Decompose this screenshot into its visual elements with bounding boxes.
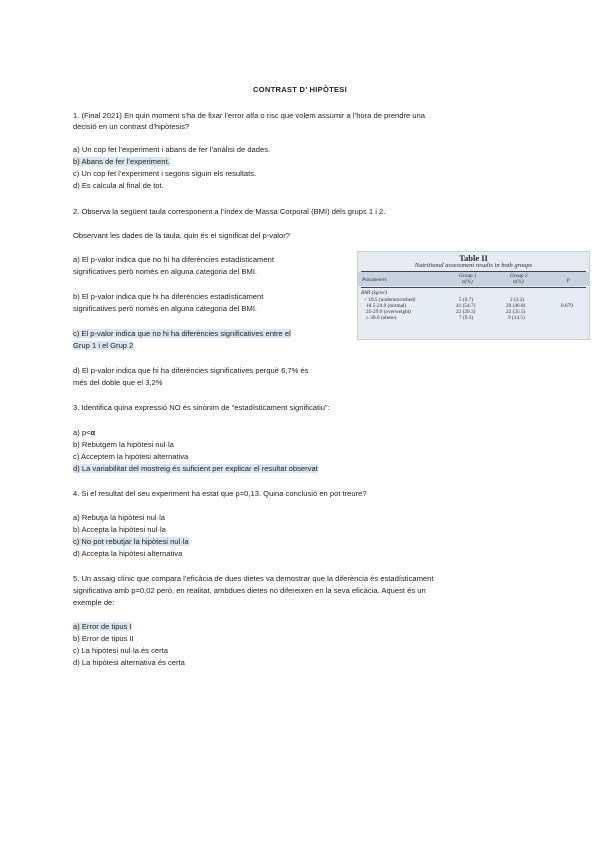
table-header-group2: Group 2 [510,273,528,279]
table-header-group2-unit: n(%) [513,279,524,285]
table-row-g1: 7 (9.3) [459,315,474,321]
q1-option-a: a) Un cop fet l’experiment i abans de fer l’anàlisi de dades. [73,145,271,154]
q5-option-d: d) La hipòtesi alternativa és certa [73,658,185,667]
table-row-label: ≥ 30.0 (obese) [366,315,397,321]
q5-option-a-highlighted: a) Error de tipus I [73,622,132,631]
table-header-parameters: Parameters [362,277,387,283]
table-row-label: < 18.5 (undernourished) [364,297,416,303]
q3-option-a-prefix: a) p< [73,428,91,437]
table-row-label: 18.5-24.9 (normal) [366,303,407,309]
table-bmi-label: BMI (kg/m²) [361,290,388,296]
q4-option-a: a) Rebutja la hipòtesi nul·la [73,513,166,522]
table-p-value: 0.679 [561,303,573,309]
question-2-text: 2. Observa la següent taula corresponent a l’índex de Massa Corporal (BMI) dels grups 1 i 2. [73,207,386,216]
question-2-prompt: Observant les dades de la taula, quin és el significat del p-valor? [73,231,290,240]
q5-option-b: b) Error de tipus II [73,634,134,643]
q2-option-c-line2-highlighted: Grup 1 i el Grup 2 [73,341,134,350]
q2-option-a-line1: a) El p-valor indica que no hi ha diferències estadísticament [73,255,274,264]
table-subtitle: Nutritional assessment results in both groups [414,262,533,269]
q4-option-d: d) Accepta la hipòtesi alternativa [73,549,183,558]
question-5-text: 5. Un assaig clínic que compara l’eficàcia de dues dietes va demostrar que la diferència és estadísticament [73,574,434,583]
q4-option-c-highlighted: c) No pot rebutjar la hipòtesi nul·la [73,537,189,546]
table-row-g2: 2 (3.2) [510,297,525,303]
q1-option-d: d) Es calcula al final de tot. [73,181,164,190]
table-row-g2: 22 (35.5) [506,309,526,315]
q3-option-d-highlighted: d) La variabilitat del mostreig és suficient per explicar el resultat observat [73,464,318,473]
q3-option-b: b) Rebutgem la hipòtesi nul·la [73,440,174,449]
table-header-p: p [567,277,570,283]
question-5-text-cont: significativa amb p=0,02 però, en realitat, ambdues dietes no difereixen en la seva eficàcia. Aquest és un [73,586,426,595]
table-row-label: 25-29.9 (overweight) [366,309,412,315]
question-1-text-cont: decisió en un contrast d’hipòtesis? [73,122,190,131]
q2-option-d-line2: més del doble que el 3,2% [73,378,163,387]
table-header-group1: Group 1 [459,273,477,279]
q5-option-c: c) La hipòtesi nul·la és certa [73,646,168,655]
question-1-text: 1. (Final 2021) En quin moment s’ha de fixar l’error alfa o risc que volem assumir a l’hora de prendre una [73,111,426,120]
q1-option-b-highlighted: b) Abans de fer l’experiment. [73,157,170,166]
table-row-g2: 9 (14.5) [508,315,525,321]
table-row-g1: 5 (6.7) [459,297,474,303]
q2-option-b-line1: b) El p-valor indica que hi ha diferències estadísticament [73,292,264,301]
table-row-g1: 22 (29.3) [456,309,476,315]
q3-option-a [73,427,95,438]
q2-option-a-line2: significatives però només en alguna categoria del BMI. [73,267,258,276]
page-title: CONTRAST D’ HIPÒTESI [253,85,347,94]
q3-option-c: c) Acceptem la hipòtesi alternativa [73,452,189,461]
table-header-rule [361,287,586,288]
table-header-group1-unit: n(%) [462,279,473,285]
table-row-g2: 29 (46.8) [506,303,526,309]
q2-option-b-line2: significatives però només en alguna categoria del BMI. [73,304,258,313]
q4-option-b: b) Accepta la hipòtesi nul·la [73,525,166,534]
q2-option-c-line1-highlighted: c) El p-valor indica que no hi ha diferències significatives entre el [73,329,291,338]
bmi-table-image [357,251,590,340]
table-title: Table II [459,253,488,263]
alpha-symbol: α [90,428,96,437]
q2-option-d-line1: d) El p-valor indica que hi ha diferències significatives perquè 6,7% és [73,366,309,375]
table-row-g1: 41 (54.7) [456,303,476,309]
question-5-text-cont2: exemple de: [73,598,115,607]
q1-option-c: c) Un cop fet l’experiment i segons siguin els resultats. [73,169,257,178]
question-3-text: 3. Identifica quina expressió NO és sinònim de “estadísticament significatiu”: [73,403,330,412]
question-4-text: 4. Si el resultat del seu experiment ha estat que p=0,13. Quina conclusió en pot treure? [73,489,367,498]
